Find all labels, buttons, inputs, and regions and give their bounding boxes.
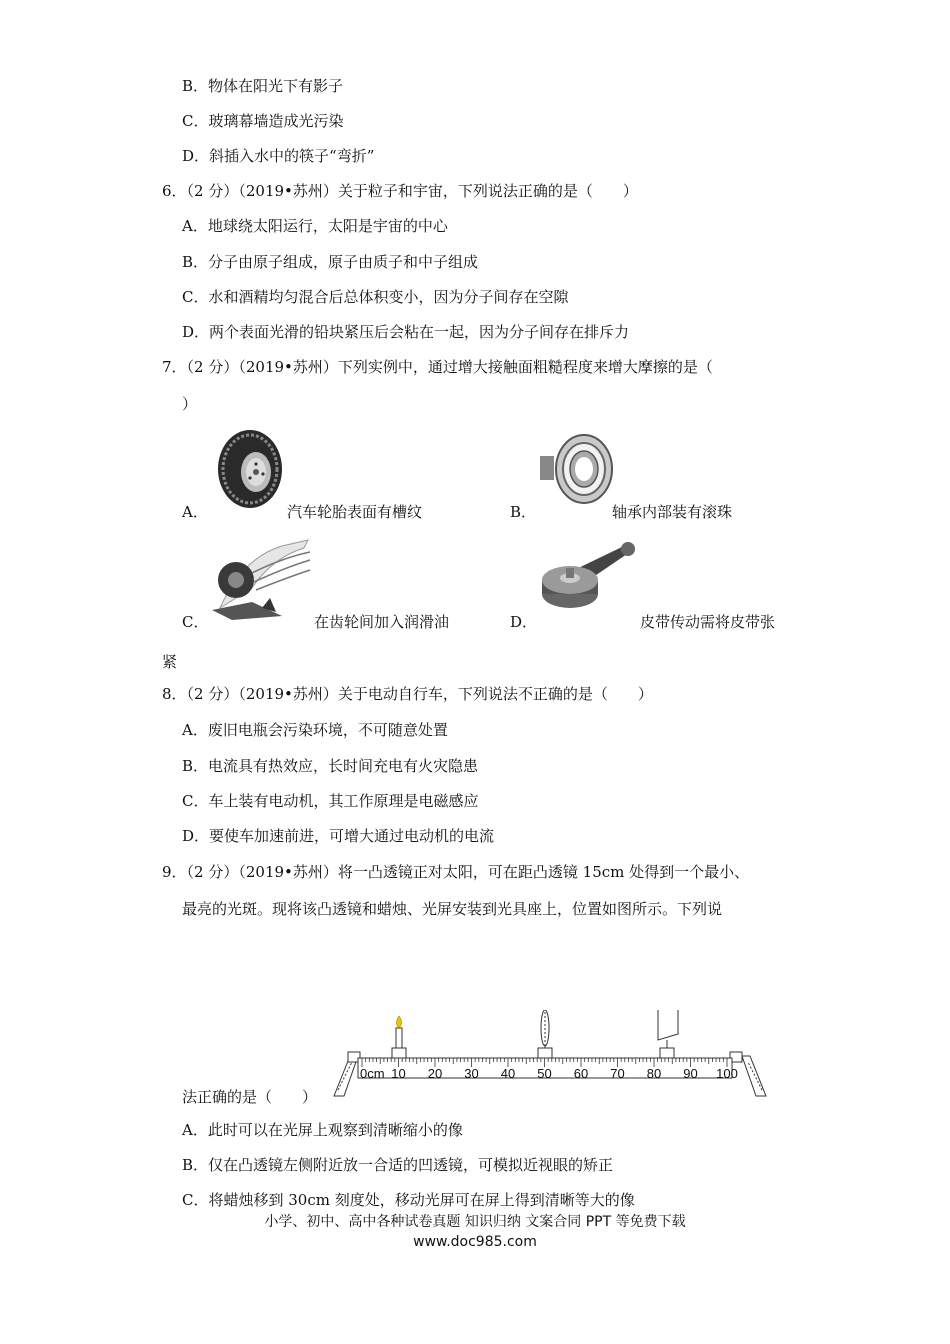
q8-stem: 8．（2 分）（2019•苏州）关于电动自行车，下列说法不正确的是（ ） xyxy=(162,685,653,703)
q5-option-b: B．物体在阳光下有影子 xyxy=(182,77,344,95)
q6-option-c: C．水和酒精均匀混合后总体积变小，因为分子间存在空隙 xyxy=(182,288,569,306)
q7-option-c-letter: C． xyxy=(182,613,209,631)
scale-label: 0cm xyxy=(360,1066,385,1081)
q6-option-b: B．分子由原子组成，原子由质子和中子组成 xyxy=(182,253,479,271)
q7-option-c-text: 在齿轮间加入润滑油 xyxy=(314,613,450,631)
footer-website: www.doc985.com xyxy=(413,1234,537,1250)
q6-option-d: D．两个表面光滑的铅块紧压后会粘在一起，因为分子间存在排斥力 xyxy=(182,323,630,341)
q8-option-c: C．车上装有电动机，其工作原理是电磁感应 xyxy=(182,792,479,810)
q7-option-b-text: 轴承内部装有滚珠 xyxy=(612,503,733,521)
q9-option-b: B．仅在凸透镜左侧附近放一合适的凹透镜，可模拟近视眼的矫正 xyxy=(182,1156,614,1174)
q7-option-b-letter: B． xyxy=(510,503,537,521)
q9-option-a: A．此时可以在光屏上观察到清晰缩小的像 xyxy=(182,1121,463,1139)
gear-oil-image xyxy=(212,538,312,620)
q7-option-d-wrap: 紧 xyxy=(162,653,178,671)
q9-option-c: C．将蜡烛移到 30cm 刻度处，移动光屏可在屏上得到清晰等大的像 xyxy=(182,1191,635,1209)
q6-option-a: A．地球绕太阳运行，太阳是宇宙的中心 xyxy=(182,217,448,235)
q8-option-b: B．电流具有热效应，长时间充电有火灾隐患 xyxy=(182,757,479,775)
scale-label: 80 xyxy=(646,1066,662,1081)
q9-stem: 9．（2 分）（2019•苏州）将一凸透镜正对太阳，可在距凸透镜 15cm 处得到一个最小、 xyxy=(162,863,750,881)
scale-label: 60 xyxy=(573,1066,589,1081)
tire-image xyxy=(212,428,284,510)
q9-stem-cont: 最亮的光斑。现将该凸透镜和蜡烛、光屏安装到光具座上，位置如图所示。下列说 xyxy=(182,900,723,918)
q8-option-d: D．要使车加速前进，可增大通过电动机的电流 xyxy=(182,827,495,845)
footer-tagline: 小学、初中、高中各种试卷真题 知识归纳 文案合同 PPT 等免费下载 xyxy=(264,1214,686,1230)
scale-label: 30 xyxy=(464,1066,479,1081)
q7-stem-cont: ） xyxy=(182,395,198,413)
q7-stem: 7．（2 分）（2019•苏州）下列实例中，通过增大接触面粗糙程度来增大摩擦的是（ xyxy=(162,358,713,376)
scale-label: 40 xyxy=(500,1066,516,1081)
q8-option-a: A．废旧电瓶会污染环境，不可随意处置 xyxy=(182,721,448,739)
optical-bench-diagram xyxy=(330,1010,770,1100)
belt-drive-image xyxy=(540,538,638,620)
q7-option-d-text: 皮带传动需将皮带张 xyxy=(640,613,776,631)
scale-label: 90 xyxy=(683,1066,698,1081)
q9-stem-end: 法正确的是（ ） xyxy=(182,1088,318,1106)
bearing-image xyxy=(540,428,615,510)
scale-label: 100 xyxy=(716,1066,738,1081)
q6-stem: 6．（2 分）（2019•苏州）关于粒子和宇宙，下列说法正确的是（ ） xyxy=(162,182,638,200)
scale-label: 10 xyxy=(391,1066,406,1081)
scale-label: 70 xyxy=(610,1066,625,1081)
q7-option-a-letter: A． xyxy=(182,503,208,521)
q7-option-a-text: 汽车轮胎表面有槽纹 xyxy=(287,503,423,521)
q5-option-d: D．斜插入水中的筷子“弯折” xyxy=(182,147,375,165)
q5-option-c: C．玻璃幕墙造成光污染 xyxy=(182,112,344,130)
scale-label: 50 xyxy=(537,1066,552,1081)
q7-option-d-letter: D． xyxy=(510,613,538,631)
scale-label: 20 xyxy=(427,1066,443,1081)
